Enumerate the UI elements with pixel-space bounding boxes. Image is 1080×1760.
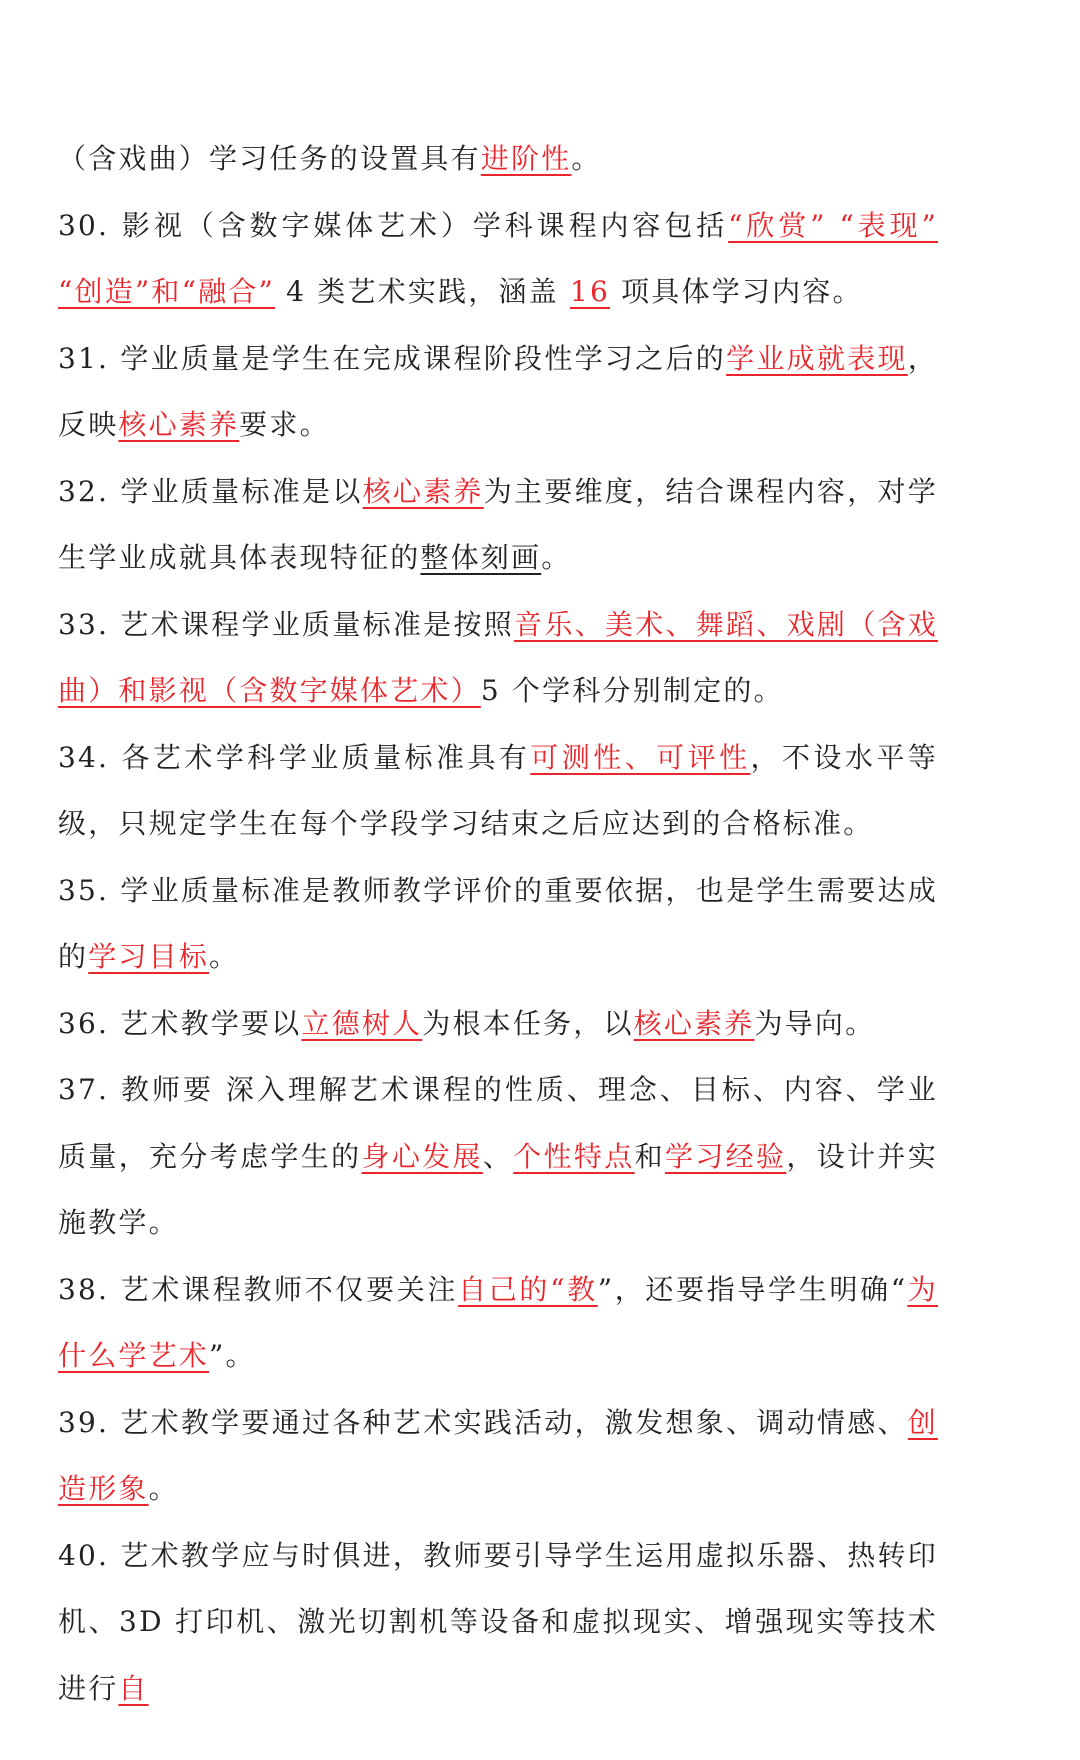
text-segment: 为主要维度，结合课程内容，对学生学业成就具体表现特征的 — [58, 474, 938, 574]
paragraph-item-40 — [58, 1523, 938, 1723]
text-segment: 。 — [209, 940, 240, 973]
text-segment: 、 — [482, 1139, 514, 1173]
text-segment: 36. 艺术教学要以 — [58, 1006, 302, 1040]
paragraph-item-39 — [58, 1390, 938, 1523]
text-segment: 33. 艺术课程学业质量标准是按照 — [58, 607, 515, 641]
text-segment: 32. 学业质量标准是以 — [58, 474, 363, 508]
paragraph-item-33 — [58, 592, 938, 725]
paragraph-item-36 — [58, 991, 938, 1058]
document-page — [58, 126, 938, 1722]
text-segment: 为根本任务，以 — [422, 1006, 634, 1040]
answer-text: “欣赏” “表现” “创造”和“融合” — [58, 208, 938, 308]
answer-text: 进阶性 — [480, 142, 572, 175]
answer-text: 学习目标 — [88, 940, 210, 973]
text-segment: 为导向。 — [754, 1006, 876, 1040]
answer-text: 立德树人 — [301, 1006, 423, 1040]
paragraph-item-30 — [58, 193, 938, 326]
answer-text: 可测性、可评性 — [530, 740, 751, 774]
text-segment: 38. 艺术课程教师不仅要关注 — [58, 1272, 459, 1306]
answer-text: 学习经验 — [664, 1139, 787, 1173]
answer-text: 核心素养 — [633, 1006, 755, 1040]
text-segment: 要求。 — [239, 408, 330, 441]
text-segment: 39. 艺术教学要通过各种艺术实践活动，激发想象、调动情感、 — [58, 1405, 908, 1439]
text-segment: 34. 各艺术学科学业质量标准具有 — [58, 740, 531, 774]
answer-text: 创造形象 — [58, 1405, 938, 1505]
text-segment: 。 — [571, 142, 602, 175]
answer-text: 为什么学艺术 — [58, 1272, 938, 1372]
text-segment: 31. 学业质量是学生在完成课程阶段性学习之后的 — [58, 341, 727, 375]
answer-text: 个性特点 — [513, 1139, 635, 1173]
answer-text: 身心发展 — [361, 1139, 483, 1173]
text-segment: 4 类艺术实践，涵盖 — [275, 275, 570, 308]
text-segment: ，不设水平等级，只规定学生在每个学段学习结束之后应达到的合格标准。 — [58, 740, 938, 840]
text-segment: 5 个学科分别制定的。 — [480, 674, 784, 707]
text-segment: 。 — [148, 1472, 179, 1505]
text-segment: 项具体学习内容。 — [610, 275, 863, 308]
text-segment: （含戏曲）学习任务的设置具有 — [58, 142, 481, 175]
answer-text: 核心素养 — [362, 474, 484, 508]
paragraph-item-38 — [58, 1257, 938, 1390]
underlined-text: 整体刻画 — [420, 541, 542, 574]
paragraph-intro — [58, 126, 938, 193]
answer-text: 音乐、美术、舞蹈、戏剧（含戏 曲）和影视（含数字媒体艺术） — [58, 607, 938, 707]
paragraph-item-35 — [58, 858, 938, 991]
answer-text: 自己的“教 — [458, 1272, 598, 1306]
paragraph-item-31 — [58, 326, 938, 459]
text-segment: 37. 教师要 深入理解艺术课程的性质、理念、目标、内容、学业质量，充分考虑学生的 — [58, 1073, 938, 1173]
answer-text: 核心素养 — [118, 408, 240, 441]
answer-text: 16 — [569, 275, 611, 308]
text-segment: 。 — [541, 541, 572, 574]
paragraph-item-37 — [58, 1057, 938, 1257]
text-segment: 40. 艺术教学应与时俱进，教师要引导学生运用虚拟乐器、热转印机、3D 打印机、激光切割机等设备和虚拟现实、增强现实等技术进行 — [58, 1538, 938, 1705]
text-segment: ，设计并实施教学。 — [58, 1139, 938, 1239]
text-segment: 和 — [634, 1139, 665, 1173]
paragraph-item-34 — [58, 725, 938, 858]
text-segment: ，反映 — [58, 341, 939, 441]
text-segment: 35. 学业质量标准是教师教学评价的重要依据，也是学生需要达成的 — [58, 873, 938, 973]
text-segment: ”，还要指导学生明确“ — [597, 1272, 908, 1306]
answer-text: 学业成就表现 — [726, 341, 908, 375]
paragraph-item-32 — [58, 459, 938, 592]
answer-text: 自 — [118, 1671, 149, 1705]
text-segment: 30. 影视（含数字媒体艺术）学科课程内容包括 — [58, 208, 729, 242]
text-segment: ”。 — [209, 1339, 256, 1372]
